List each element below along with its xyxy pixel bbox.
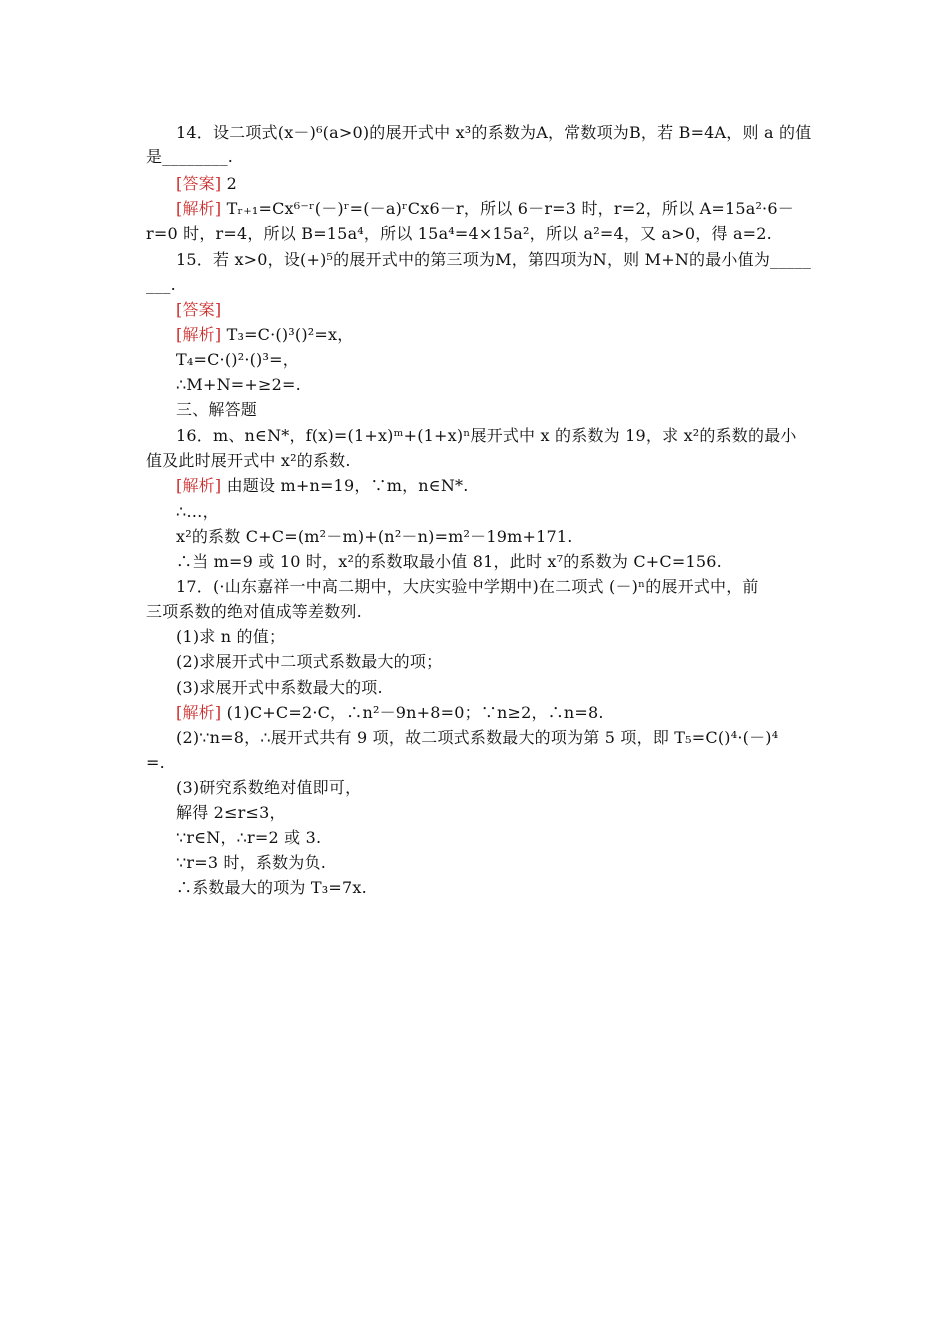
line-text: ∵r∈N，∴r=2 或 3. (176, 828, 322, 847)
text-line (176, 199, 794, 219)
text-line (176, 527, 573, 547)
text-line (176, 325, 353, 345)
line-text: 15．若 x>0，设(+)⁵的展开式中的第三项为M，第四项为N，则 M+N的最小值为_____ (176, 250, 812, 269)
line-text: (2)∵n=8，∴展开式共有 9 项，故二项式系数最大的项为第 5 项，即 T₅=C()⁴·(－)⁴ (176, 728, 779, 747)
line-text: T₄=C·()²·()³=， (176, 350, 299, 369)
text-line (176, 678, 383, 698)
line-text: 值及此时展开式中 x²的系数. (146, 451, 351, 470)
text-line (176, 878, 367, 898)
line-text: 17．(·山东嘉祥一中高二期中，大庆实验中学期中)在二项式 (－)ⁿ的展开式中，前 (176, 577, 759, 596)
section-tag: [答案] (176, 300, 222, 319)
line-text: 解得 2≤r≤3， (176, 803, 286, 822)
text-line (176, 577, 759, 597)
line-text: =. (146, 753, 165, 772)
text-line (176, 552, 722, 572)
text-line (176, 250, 811, 270)
text-line (176, 627, 285, 647)
line-text: T₃=C·()³()²=x， (221, 325, 354, 344)
text-line (176, 400, 257, 420)
text-line (176, 174, 237, 194)
text-line (176, 853, 326, 873)
line-text: ∴当 m=9 或 10 时，x²的系数取最小值 81，此时 x⁷的系数为 C+C=156. (176, 552, 722, 571)
section-tag: [解析] (176, 476, 222, 495)
line-text: 是________. (146, 147, 234, 166)
text-line (176, 803, 286, 823)
line-text: (2)求展开式中二项式系数最大的项； (176, 652, 443, 671)
text-line (176, 728, 778, 748)
line-text: ∴M+N=+≥2=. (176, 375, 301, 394)
line-text: ∴系数最大的项为 T₃=7x. (176, 878, 367, 897)
line-text: Tᵣ₊₁=Cx⁶⁻ʳ(－)ʳ=(－a)ʳCx6－r，所以 6－r=3 时，r=2，所以 A=15a²·6－ (221, 199, 794, 218)
line-text: x²的系数 C+C=(m²－m)+(n²－n)=m²－19m+171. (176, 527, 573, 546)
text-line (146, 753, 165, 773)
text-line (146, 451, 351, 471)
text-line (146, 602, 362, 622)
line-text: 14．设二项式(x－)⁶(a>0)的展开式中 x³的系数为A，常数项为B，若 B=4A，则 a 的值 (176, 123, 812, 142)
text-line (176, 828, 321, 848)
text-line (146, 275, 176, 295)
line-text: r=0 时，r=4，所以 B=15a⁴，所以 15a⁴=4×15a²，所以 a²=4，又 a>0，得 a=2. (146, 224, 772, 243)
section-tag: [解析] (176, 199, 222, 218)
text-line (176, 123, 811, 143)
line-text: (3)求展开式中系数最大的项. (176, 678, 383, 697)
section-tag: [答案] (176, 174, 222, 193)
text-line (176, 476, 469, 496)
text-line (176, 426, 797, 446)
text-line (146, 147, 233, 167)
line-text: 2 (221, 174, 237, 193)
text-line (176, 703, 604, 723)
text-line (176, 300, 221, 320)
line-text: ∵r=3 时，系数为负. (176, 853, 326, 872)
text-line (176, 375, 301, 395)
section-tag: [解析] (176, 325, 222, 344)
text-line (146, 224, 772, 244)
section-tag: [解析] (176, 703, 222, 722)
line-text: (1)C+C=2·C，∴n²－9n+8=0；∵n≥2，∴n=8. (221, 703, 604, 722)
line-text: (1)求 n 的值； (176, 627, 286, 646)
line-text: ∴…， (176, 502, 219, 521)
line-text: 16．m、n∈N*，f(x)=(1+x)ᵐ+(1+x)ⁿ展开式中 x 的系数为 19，求 x²的系数的最小 (176, 426, 797, 445)
text-line (176, 652, 442, 672)
line-text: (3)研究系数绝对值即可， (176, 778, 362, 797)
line-text: 三、解答题 (176, 400, 258, 419)
text-line (176, 350, 299, 370)
text-line (176, 502, 219, 522)
line-text: ___. (146, 275, 176, 294)
line-text: 由题设 m+n=19，∵m，n∈N*. (221, 476, 469, 495)
text-line (176, 778, 361, 798)
line-text: 三项系数的绝对值成等差数列. (146, 602, 362, 621)
